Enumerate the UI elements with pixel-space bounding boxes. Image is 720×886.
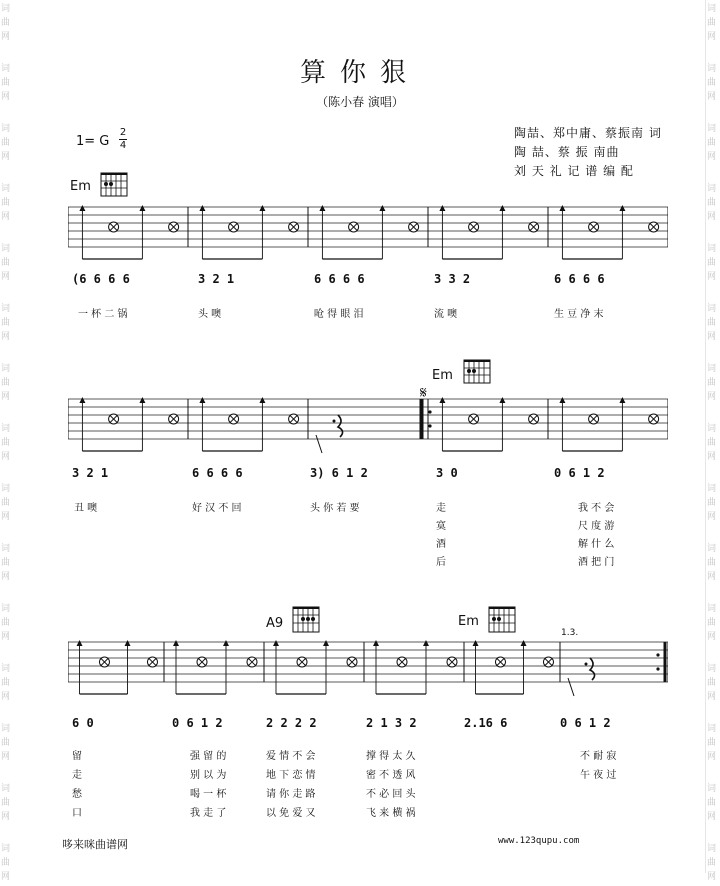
watermark-text: 词 曲 网 [1, 664, 11, 702]
watermark-text: 词 曲 网 [707, 124, 717, 162]
jianpu-measure: 3 0 [436, 466, 458, 480]
watermark-text: 词 曲 网 [1, 424, 11, 462]
jianpu-measure: 2 2 2 2 [266, 716, 317, 730]
watermark-text: 词 曲 网 [707, 184, 717, 222]
rest-mark [585, 663, 588, 666]
watermark-text: 词 曲 网 [707, 64, 717, 102]
composer-credit: 陶 喆、蔡 振 南曲 [514, 145, 620, 159]
lyric-text: 头 你 若 要 [310, 503, 360, 514]
strum-arrow [619, 397, 625, 403]
chord-diagram-em [488, 606, 518, 634]
rest-mark [338, 415, 343, 437]
time-signature-top: 2 [119, 127, 127, 138]
strum-arrow [559, 397, 565, 403]
watermark-text: 词 曲 网 [707, 604, 717, 642]
lyric-text: 呛 得 眼 泪 [314, 309, 364, 320]
lyric-text: 以 免 爱 又 [266, 808, 316, 819]
watermark-text: 词 曲 网 [1, 784, 11, 822]
jianpu-measure: 2 1 3 2 [366, 716, 417, 730]
lyric-text: 午 夜 过 [580, 770, 617, 781]
lyric-text: 走 [72, 770, 82, 781]
volta-bracket-label: 1.3. [561, 628, 579, 638]
strum-arrow [559, 205, 565, 211]
arranger-credit: 刘 天 礼 记 谱 编 配 [514, 164, 634, 178]
rest-mark [590, 658, 595, 680]
lyric-text: 不 必 回 头 [366, 789, 416, 800]
strum-arrow [499, 205, 505, 211]
repeat-dot [656, 653, 659, 656]
site-url: www.123qupu.com [498, 836, 580, 846]
lyric-text: 留 [72, 751, 82, 762]
watermark-text: 词 曲 网 [707, 784, 717, 822]
lyric-text: 一 杯 二 锅 [78, 309, 128, 320]
rest-mark [333, 420, 336, 423]
jianpu-measure: 3 2 1 [198, 272, 235, 286]
jianpu-measure: 3) 6 1 2 [310, 466, 368, 480]
rest-mark [316, 435, 322, 453]
jianpu-measure: 2.16 6 [464, 716, 508, 730]
strum-arrow [79, 205, 85, 211]
lyric-text: 解 什 么 [578, 539, 615, 550]
lyric-text: 酒 把 门 [578, 557, 615, 568]
strum-arrow [521, 640, 527, 646]
strum-arrow [473, 640, 479, 646]
lyric-text: 强 留 的 [190, 751, 227, 762]
lyric-text: 生 豆 净 末 [554, 309, 604, 320]
watermark-text: 词 曲 网 [1, 604, 11, 642]
strum-arrow [323, 640, 329, 646]
lyric-text: 撑 得 太 久 [366, 751, 416, 762]
watermark-text: 词 曲 网 [1, 364, 11, 402]
tab-staff-line-1 [68, 205, 668, 267]
singer-credit: （陈小春 演唱） [316, 95, 404, 109]
watermark-text: 词 曲 网 [707, 424, 717, 462]
lyric-text: 不 耐 寂 [580, 751, 617, 762]
segno-sign: 𝄋 [420, 383, 427, 402]
jianpu-measure: 6 0 [72, 716, 94, 730]
lyric-text: 飞 来 横 祸 [366, 808, 416, 819]
watermark-text: 词 曲 网 [707, 484, 717, 522]
chord-name-a9: A9 [266, 616, 284, 631]
jianpu-measure: 6 6 6 6 [314, 272, 365, 286]
lyric-text: 酒 [436, 539, 446, 550]
rest-mark [568, 678, 574, 696]
watermark-text: 词 曲 网 [1, 544, 11, 582]
site-name: 哆来咪曲谱网 [62, 838, 128, 851]
strum-arrow [79, 397, 85, 403]
lyric-text: 密 不 透 风 [366, 770, 416, 781]
left-watermark-strip [0, 0, 14, 882]
time-signature-bottom: 4 [119, 140, 127, 151]
key-signature: 1= G [76, 134, 110, 149]
strum-arrow [373, 640, 379, 646]
watermark-text: 词 曲 网 [707, 304, 717, 342]
strum-arrow [273, 640, 279, 646]
jianpu-measure: 6 6 6 6 [554, 272, 605, 286]
lyric-text: 流 噢 [434, 309, 458, 320]
jianpu-measure: 0 6 1 2 [172, 716, 223, 730]
strum-arrow [619, 205, 625, 211]
watermark-text: 词 曲 网 [1, 724, 11, 762]
chord-diagram-a9 [292, 606, 322, 634]
jianpu-measure: (6 6 6 6 [72, 272, 130, 286]
lyric-text: 愁 [72, 789, 82, 800]
lyric-text: 我 不 会 [578, 503, 615, 514]
strum-arrow [423, 640, 429, 646]
strum-arrow [379, 205, 385, 211]
lyric-text: 走 [436, 503, 446, 514]
watermark-text: 词 曲 网 [707, 4, 717, 42]
lyric-text: 地 下 恋 情 [266, 770, 316, 781]
lyric-text: 尺 度 游 [578, 521, 615, 532]
strum-arrow [499, 397, 505, 403]
strum-arrow [173, 640, 179, 646]
chord-diagram-em [100, 172, 130, 198]
watermark-text: 词 曲 网 [1, 124, 11, 162]
chord-name-em: Em [70, 179, 91, 194]
chord-name-em: Em [458, 614, 479, 629]
lyric-text: 喝 一 杯 [190, 789, 227, 800]
lyric-text: 请 你 走 路 [266, 789, 316, 800]
lyric-text: 后 [436, 557, 446, 568]
watermark-text: 词 曲 网 [1, 304, 11, 342]
lyric-text: 好 汉 不 回 [192, 503, 242, 514]
strum-arrow [439, 397, 445, 403]
repeat-dot [428, 410, 431, 413]
time-signature [119, 128, 127, 151]
chord-name-em: Em [432, 368, 453, 383]
strum-arrow [319, 205, 325, 211]
repeat-dot [656, 667, 659, 670]
chord-diagram-em [463, 359, 493, 385]
watermark-text: 词 曲 网 [1, 184, 11, 222]
lyric-text: 丑 噢 [74, 503, 98, 514]
jianpu-measure: 0 6 1 2 [560, 716, 611, 730]
strum-arrow [259, 397, 265, 403]
watermark-text: 词 曲 网 [1, 64, 11, 102]
jianpu-measure: 0 6 1 2 [554, 466, 605, 480]
watermark-text: 词 曲 网 [707, 724, 717, 762]
strum-arrow [199, 397, 205, 403]
lyric-text: 爱 情 不 会 [266, 751, 316, 762]
strum-arrow [139, 397, 145, 403]
lyric-text: 寞 [436, 521, 446, 532]
strum-arrow [77, 640, 83, 646]
strum-arrow [439, 205, 445, 211]
lyric-text: 我 走 了 [190, 808, 227, 819]
watermark-text: 词 曲 网 [1, 844, 11, 882]
lyric-text: 别 以 为 [190, 770, 227, 781]
jianpu-measure: 3 3 2 [434, 272, 471, 286]
watermark-text: 词 曲 网 [1, 244, 11, 282]
repeat-dot [428, 424, 431, 427]
strum-arrow [199, 205, 205, 211]
strum-arrow [139, 205, 145, 211]
strum-arrow [223, 640, 229, 646]
watermark-text: 词 曲 网 [1, 484, 11, 522]
song-title: 算你狠 [299, 58, 420, 88]
lyric-text: 头 噢 [198, 309, 222, 320]
jianpu-measure: 6 6 6 6 [192, 466, 243, 480]
strum-arrow [259, 205, 265, 211]
lyricist-credit: 陶喆、郑中庸、蔡振南 词 [514, 126, 662, 140]
jianpu-measure: 3 2 1 [72, 466, 109, 480]
watermark-text: 词 曲 网 [707, 544, 717, 582]
watermark-text: 词 曲 网 [1, 4, 11, 42]
lyric-text: 口 [72, 808, 82, 819]
watermark-text: 词 曲 网 [707, 844, 717, 882]
watermark-text: 词 曲 网 [707, 664, 717, 702]
right-watermark-strip [705, 0, 720, 882]
strum-arrow [125, 640, 131, 646]
tab-staff-line-2 [68, 397, 668, 459]
watermark-text: 词 曲 网 [707, 364, 717, 402]
watermark-text: 词 曲 网 [707, 244, 717, 282]
tab-staff-line-3 [68, 640, 668, 702]
